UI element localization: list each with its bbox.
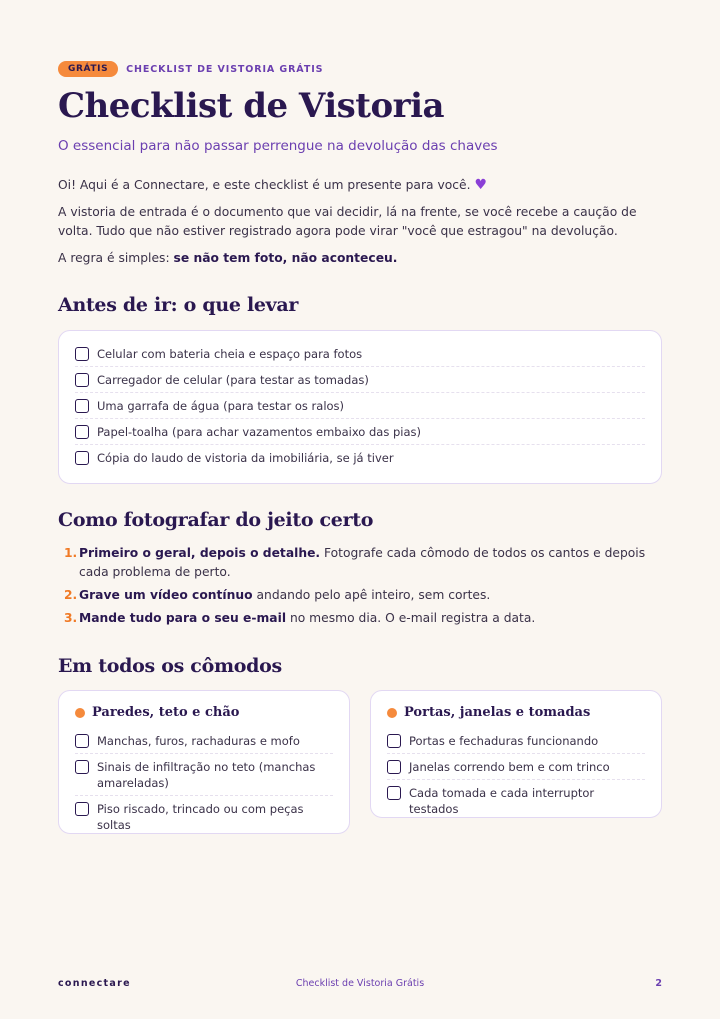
intro-paragraph-3 [58, 249, 662, 268]
checkbox-icon[interactable] [75, 760, 89, 774]
page-title: Checklist de Vistoria [58, 86, 445, 126]
checkbox-icon[interactable] [75, 425, 89, 439]
checkbox-icon[interactable] [75, 802, 89, 816]
step-bold: Primeiro o geral, depois o detalhe. [79, 546, 321, 560]
checkbox-icon[interactable] [75, 399, 89, 413]
orange-dot-icon [75, 708, 85, 718]
page-number: 2 [655, 978, 662, 989]
section-heading-comodos: Em todos os cômodos [58, 655, 282, 677]
step-bold: Mande tudo para o seu e-mail [79, 611, 287, 625]
tag-row [58, 61, 323, 77]
page-subtitle: O essencial para não passar perrengue na devolução das chaves [58, 138, 498, 154]
checklist-item[interactable] [75, 445, 645, 470]
checklist-item-label: Portas e fechaduras funcionando [409, 734, 599, 748]
checklist-item-label: Papel-toalha (para achar vazamentos embaixo das pias) [97, 425, 421, 439]
orange-dot-icon [387, 708, 397, 718]
checklist-item[interactable] [75, 393, 645, 419]
checklist-item-label: Manchas, furos, rachaduras e mofo [97, 734, 300, 748]
step-text [79, 544, 662, 582]
checkbox-icon[interactable] [75, 734, 89, 748]
checklist-item-label: Sinais de infiltração no teto (manchas amareladas) [97, 760, 316, 790]
step-number: 2. [64, 588, 78, 602]
checkbox-icon[interactable] [75, 373, 89, 387]
room-card-paredes [58, 690, 350, 834]
checklist-portas [387, 728, 645, 821]
step-rest: no mesmo dia. O e-mail registra a data. [286, 611, 536, 625]
room-card-portas [370, 690, 662, 818]
section-heading-como: Como fotografar do jeito certo [58, 509, 374, 531]
page-footer [58, 978, 662, 992]
intro-text-1: Oi! Aqui é a Connectare, e este checklist é um presente para você. [58, 178, 471, 192]
checklist-item[interactable] [387, 780, 645, 821]
footer-title: Checklist de Vistoria Grátis [295, 978, 425, 989]
intro-rule-lead: A regra é simples: [58, 251, 174, 265]
intro-paragraph-1 [58, 176, 662, 195]
checklist-item-label: Celular com bateria cheia e espaço para fotos [97, 347, 363, 361]
checkbox-icon[interactable] [75, 451, 89, 465]
checklist-item[interactable] [75, 728, 333, 754]
checklist-item-label: Uma garrafa de água (para testar os ralos) [97, 399, 345, 413]
step-number: 3. [64, 611, 78, 625]
checklist-item-label: Cada tomada e cada interruptor testados [409, 786, 595, 816]
step-item [58, 544, 662, 582]
step-bold: Grave um vídeo contínuo [79, 588, 253, 602]
room-card-title-text: Paredes, teto e chão [92, 705, 240, 720]
checkbox-icon[interactable] [387, 734, 401, 748]
step-rest: andando pelo apê inteiro, sem cortes. [252, 588, 491, 602]
step-item [58, 609, 662, 628]
checklist-item-label: Janelas correndo bem e com trinco [409, 760, 610, 774]
checkbox-icon[interactable] [75, 347, 89, 361]
checklist-item[interactable] [75, 419, 645, 445]
room-card-title-text: Portas, janelas e tomadas [404, 705, 591, 720]
checklist-item-label: Carregador de celular (para testar as tomadas) [97, 373, 369, 387]
step-text [79, 586, 490, 605]
checklist-item[interactable] [75, 367, 645, 393]
checklist-item[interactable] [387, 754, 645, 780]
heart-icon: ♥ [474, 177, 488, 193]
checklist-card-antes [58, 330, 662, 484]
intro-section [58, 176, 662, 276]
room-card-title [387, 705, 645, 720]
room-card-title [75, 705, 333, 720]
checklist-paredes [75, 728, 333, 837]
checklist-item-label: Cópia do laudo de vistoria da imobiliária, se já tiver [97, 451, 394, 465]
intro-paragraph-2: A vistoria de entrada é o documento que vai decidir, lá na frente, se você recebe a caução de volta. Tudo que não estiver registrado agora pode virar "você que estragou" na devolução. [58, 205, 637, 238]
checklist-antes [75, 341, 645, 470]
footer-brand: connectare [58, 978, 131, 989]
step-number: 1. [64, 546, 78, 560]
step-item [58, 586, 662, 605]
section-heading-antes: Antes de ir: o que levar [58, 294, 299, 316]
checklist-item-label: Piso riscado, trincado ou com peças soltas [97, 802, 304, 832]
step-rest: Fotografe cada cômodo de todos os cantos e depois cada problema de perto. [79, 546, 646, 579]
step-text [79, 609, 535, 628]
checkbox-icon[interactable] [387, 760, 401, 774]
checklist-item[interactable] [75, 754, 333, 796]
checklist-item[interactable] [387, 728, 645, 754]
checkbox-icon[interactable] [387, 786, 401, 800]
intro-rule-bold: se não tem foto, não aconteceu. [173, 251, 398, 265]
kicker-label: CHECKLIST DE VISTORIA GRÁTIS [126, 63, 324, 75]
checklist-item[interactable] [75, 796, 333, 837]
steps-list [58, 544, 662, 632]
free-badge: GRÁTIS [58, 61, 118, 77]
checklist-item[interactable] [75, 341, 645, 367]
